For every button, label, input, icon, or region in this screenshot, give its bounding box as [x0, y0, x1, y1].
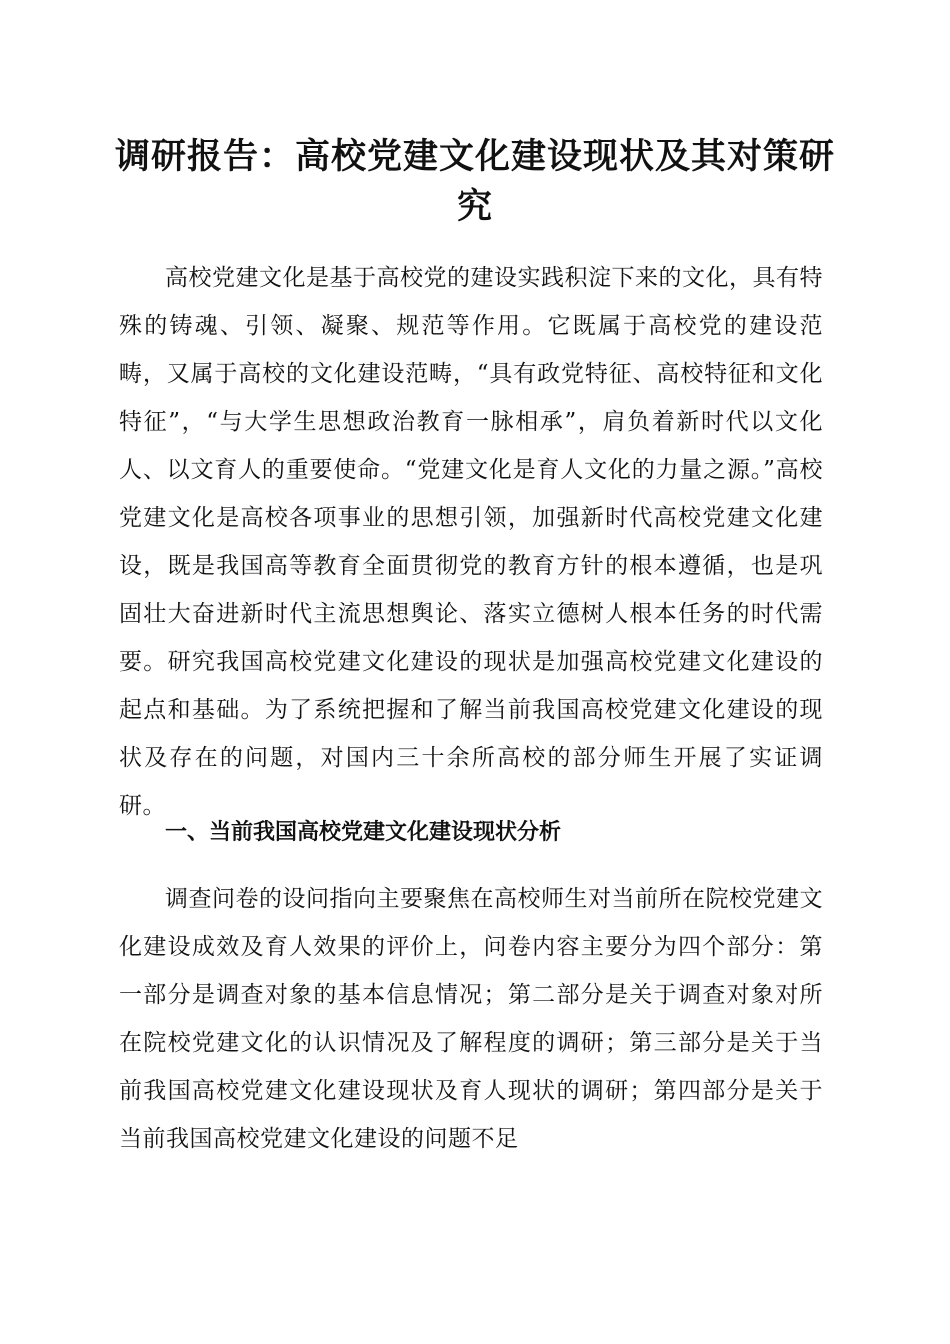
section-heading: 一、当前我国高校党建文化建设现状分析	[165, 820, 562, 845]
document-title: 调研报告：高校党建文化建设现状及其对策研究	[114, 136, 835, 227]
intro-paragraph: 高校党建文化是基于高校党的建设实践积淀下来的文化，具有特殊的铸魂、引领、凝聚、规范等作用。它既属于高校党的建设范畴，又属于高校的文化建设范畴，“具有政党特征、高校特征和文化特征”，“与大学生思想政治教育一脉相承”，肩负着新时代以文化人、以文育人的重要使命。“党建文化是育人文化的力量之源。”高校党建文化是高校各项事业的思想引领，加强新时代高校党建文化建设，既是我国高等教育全面贯彻党的教育方针的根本遵循，也是巩固壮大奋进新时代主流思想舆论、落实立德树人根本任务的时代需要。研究我国高校党建文化建设的现状是加强高校党建文化建设的起点和基础。为了系统把握和了解当前我国高校党建文化建设的现状及存在的问题，对国内三十余所高校的部分师生开展了实证调研。	[119, 265, 823, 819]
section-paragraph: 调查问卷的设问指向主要聚焦在高校师生对当前所在院校党建文化建设成效及育人效果的评价上，问卷内容主要分为四个部分：第一部分是调查对象的基本信息情况；第二部分是关于调查对象对所在院校党建文化的认识情况及了解程度的调研；第三部分是关于当前我国高校党建文化建设现状及育人现状的调研；第四部分是关于当前我国高校党建文化建设的问题不足	[119, 886, 823, 1152]
